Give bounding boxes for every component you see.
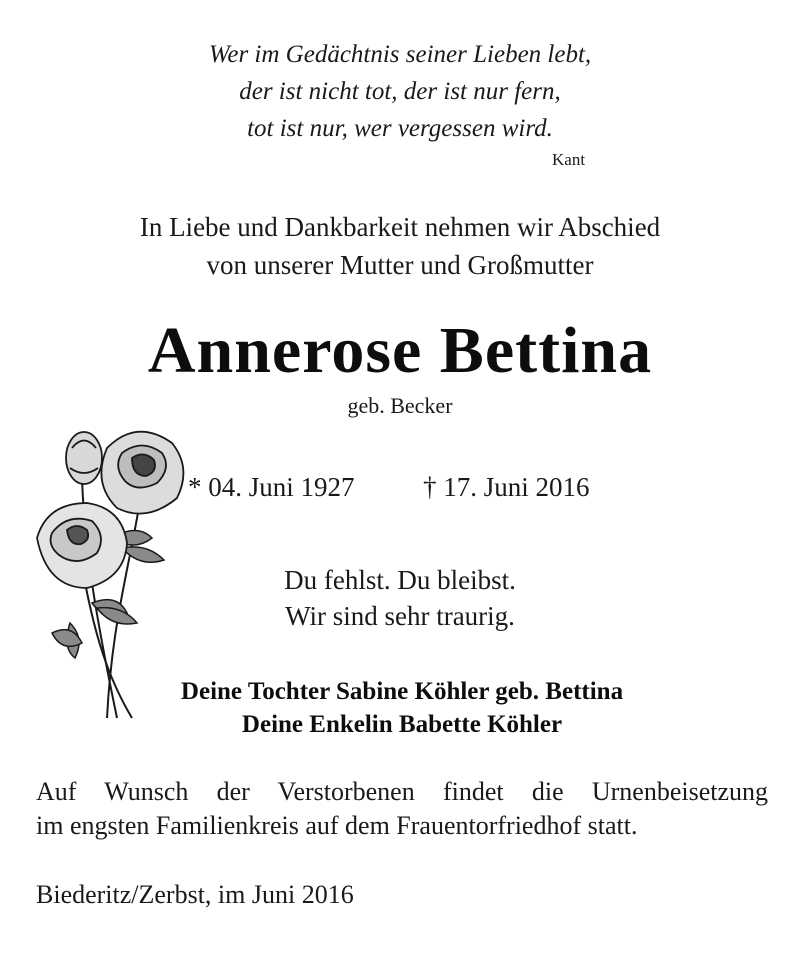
burial-notice [36,775,768,843]
motto-line: Wer im Gedächtnis seiner Lieben lebt, [208,41,592,68]
rose-bloom [101,432,183,514]
family-line: Deine Enkelin Babette Köhler [241,711,563,738]
motto-line: tot ist nur, wer vergessen wird. [247,115,553,142]
rose-bloom [37,503,127,588]
motto [0,36,800,147]
grief-text [200,562,600,634]
deceased-name: Annerose Bettina [147,314,653,387]
grief-line: Du fehlst. Du bleibst. [284,565,516,595]
intro [0,208,800,284]
motto-author: Kant [552,150,586,169]
maiden-name: geb. Becker [347,393,453,418]
grief-line: Wir sind sehr traurig. [285,601,515,631]
intro-line: In Liebe und Dankbarkeit nehmen wir Abschied [139,212,661,242]
notice-line: im engsten Familienkreis auf dem Frauentorfriedhof statt. [36,811,638,840]
intro-line: von unserer Mutter und Großmutter [206,250,594,280]
death-date [423,472,590,503]
rose-leaf [52,630,82,647]
birth-date-text: 04. Juni 1927 [208,472,355,502]
family-line: Deine Tochter Sabine Köhler geb. Bettina [180,678,624,705]
place-date: Biederitz/Zerbst, im Juni 2016 [36,880,354,909]
star-symbol: * [188,472,202,502]
family-signature [132,675,672,741]
cross-symbol: † [423,472,437,502]
rose-bud [66,432,102,484]
death-date-text: 17. Juni 2016 [443,472,590,502]
birth-date [188,472,355,503]
motto-line: der ist nicht tot, der ist nur fern, [239,78,561,105]
rose-leaf [97,608,137,624]
rose-stem [82,568,132,718]
notice-line: Auf Wunsch der Verstorbenen findet die Urnenbeisetzung [36,777,768,806]
